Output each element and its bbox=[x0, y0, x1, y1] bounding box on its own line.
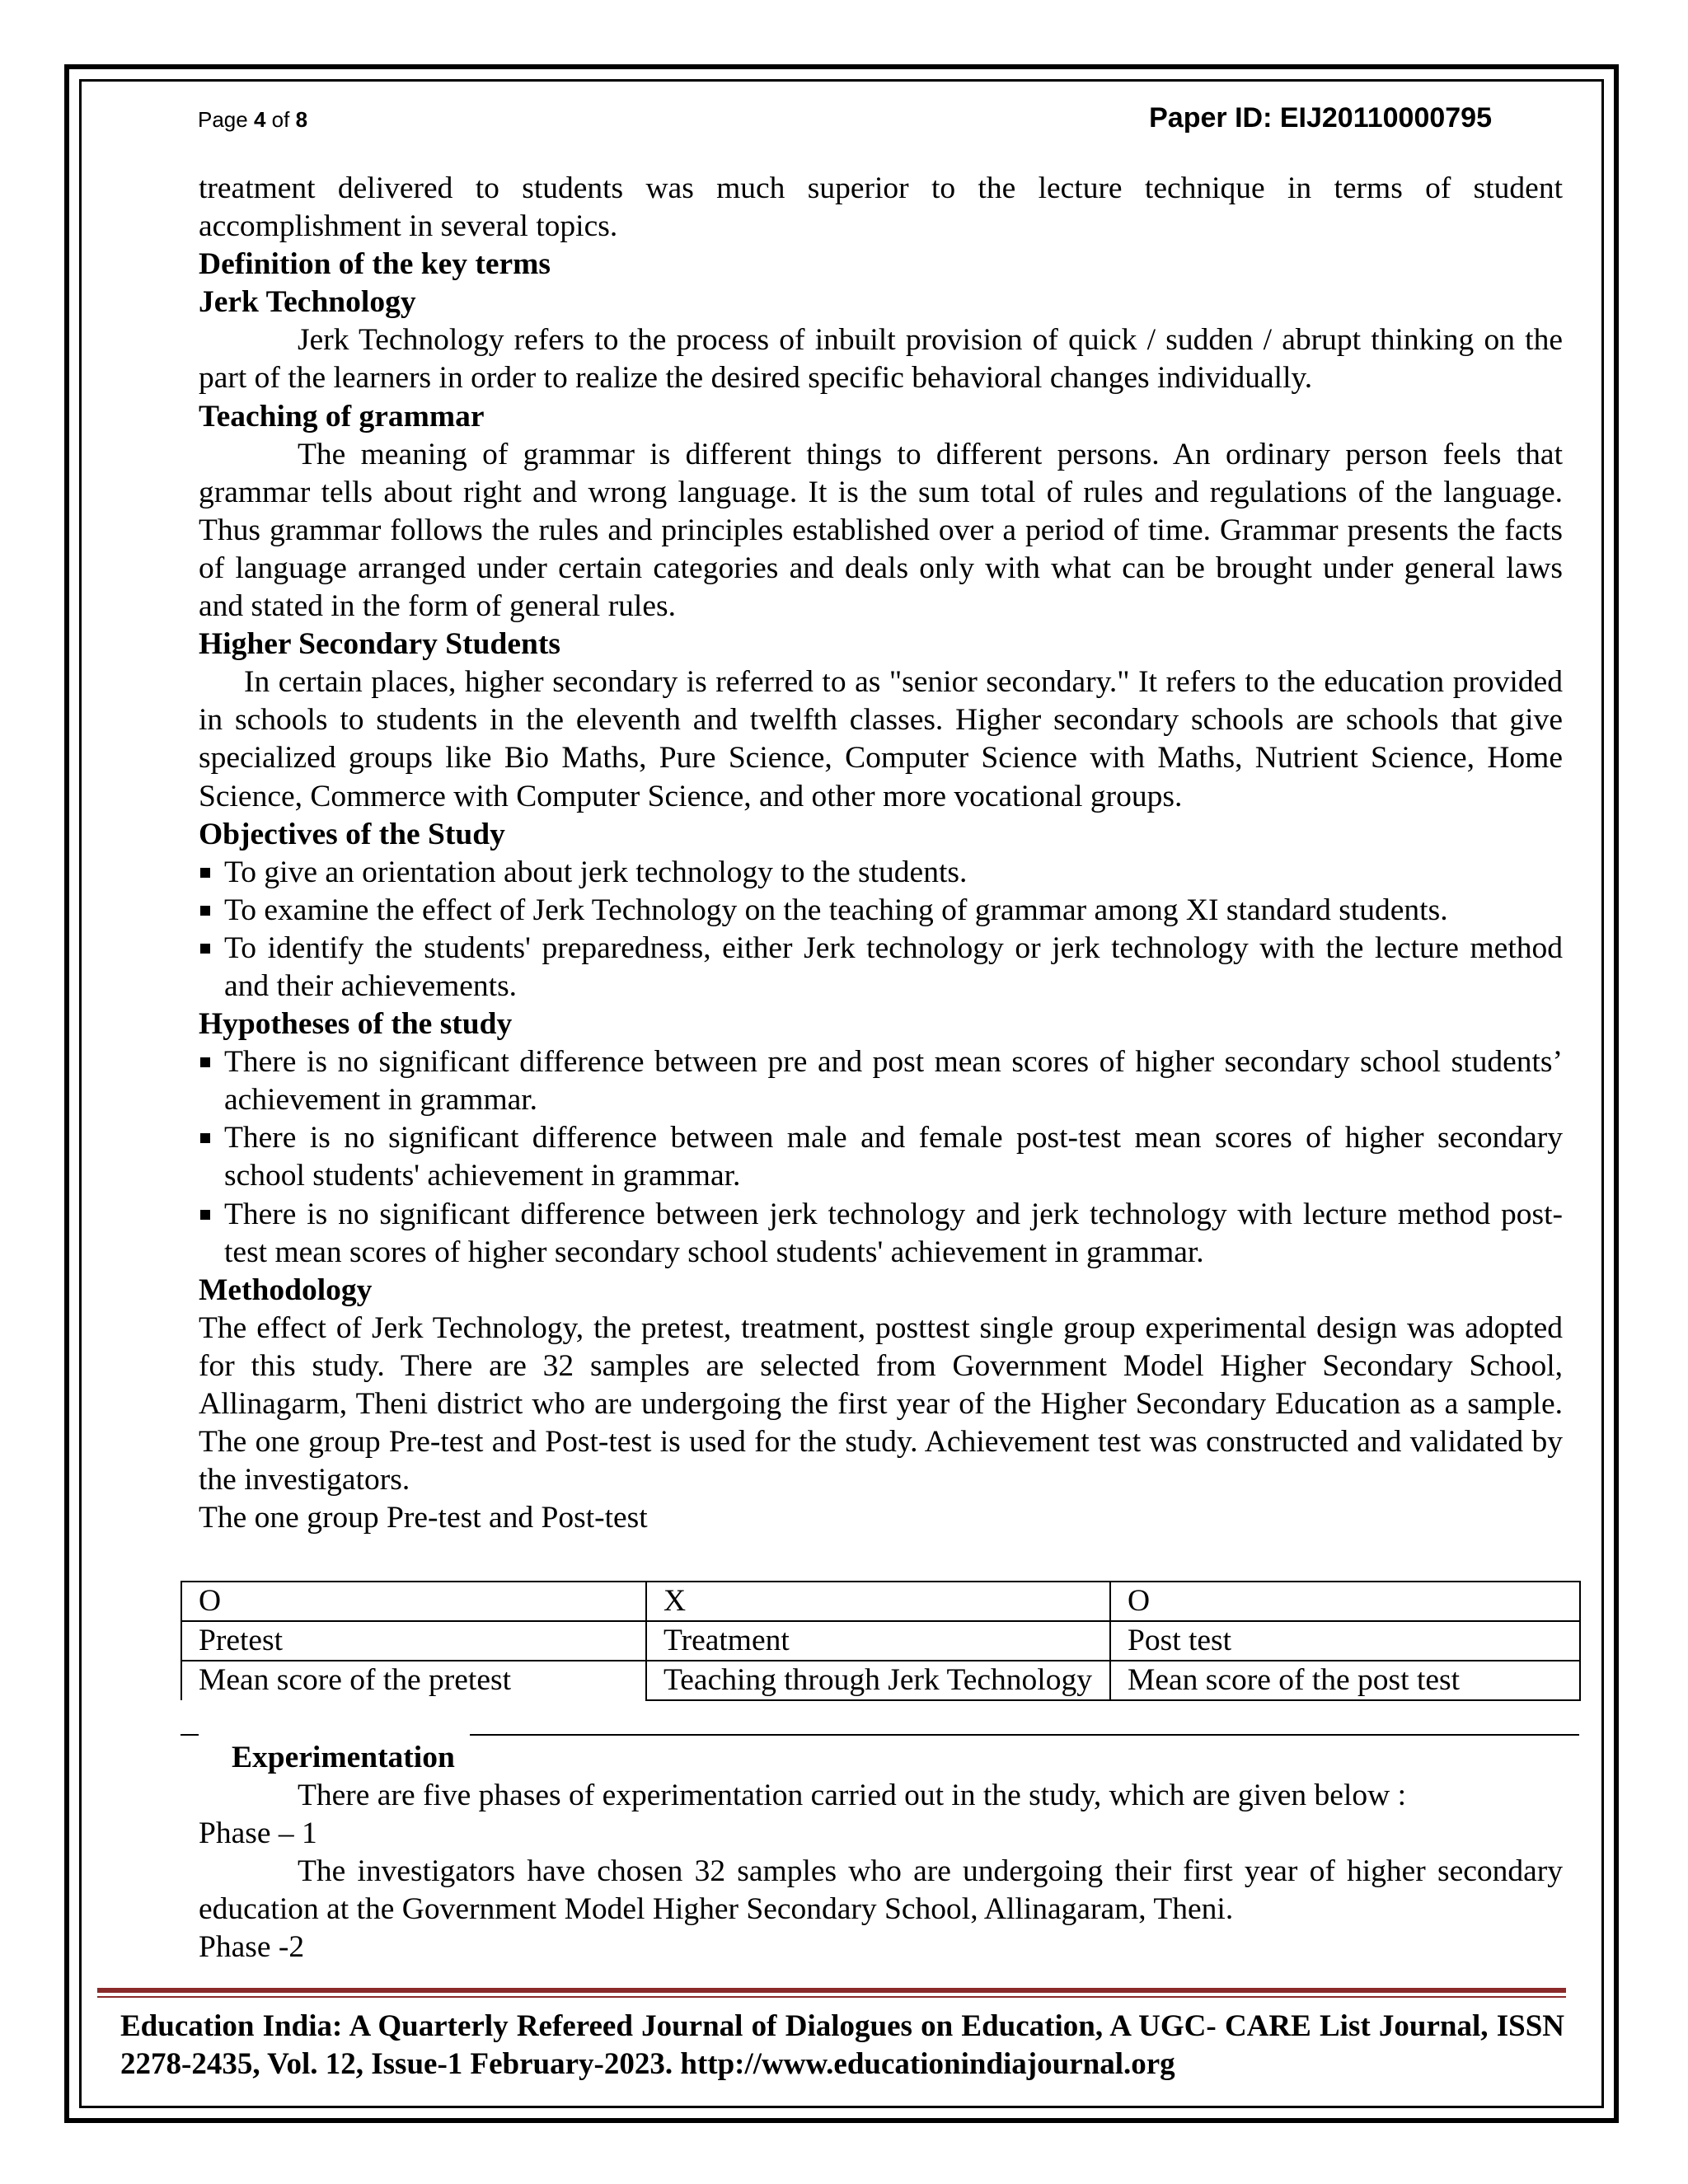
phase-1-label: Phase – 1 bbox=[199, 1816, 317, 1851]
page-label: Page bbox=[198, 107, 248, 132]
table-caption: The one group Pre-test and Post-test bbox=[199, 1501, 648, 1535]
intro-paragraph: treatment delivered to students was much superior to the lecture technique in terms of student accomplishment in several topics. bbox=[199, 171, 1563, 244]
table-cell: Post test bbox=[1110, 1621, 1580, 1661]
objectives-heading: Objectives of the Study bbox=[199, 817, 505, 851]
experimentation-heading: Experimentation bbox=[232, 1741, 455, 1774]
grammar-heading: Teaching of grammar bbox=[199, 399, 485, 434]
total-pages: 8 bbox=[295, 107, 308, 132]
grammar-paragraph: The meaning of grammar is different things to different persons. An ordinary person feels that grammar tells about right and wrong language. It is the sum total of rules and regulations of the language. Thus grammar follows the rules and principles established over a period of time. Grammar presents the facts of language arranged under certain categories and deals only with what can be brought under general laws and stated in the form of general rules. bbox=[199, 437, 1563, 624]
objectives-list bbox=[199, 854, 1563, 1005]
table-row bbox=[181, 1582, 1580, 1621]
definitions-heading: Definition of the key terms bbox=[199, 247, 551, 282]
table-cell: Mean score of the post test bbox=[1110, 1661, 1580, 1700]
jerk-technology-paragraph: Jerk Technology refers to the process of inbuilt provision of quick / sudden / abrupt thinking on the part of the learners in order to realize the desired specific behavioral changes individually. bbox=[199, 323, 1563, 396]
phase-1-paragraph: The investigators have chosen 32 samples who are undergoing their first year of higher secondary education at the Government Model Higher Secondary School, Allinagaram, Theni. bbox=[199, 1854, 1563, 1927]
page-of: of bbox=[271, 107, 290, 132]
table-cell: Mean score of the pretest bbox=[181, 1661, 646, 1700]
table-cell: O bbox=[1110, 1582, 1580, 1621]
table-row bbox=[181, 1661, 1580, 1700]
table-cell: Teaching through Jerk Technology bbox=[646, 1661, 1110, 1700]
experimentation-body bbox=[199, 1777, 1563, 1966]
table-bottom-rule bbox=[470, 1734, 1579, 1736]
journal-footer: Education India: A Quarterly Refereed Journal of Dialogues on Education, A UGC- CARE List Journal, ISSN 2278-2435, Vol. 12, Issue-1 February-2023. http://www.educationindiajournal.org bbox=[120, 2009, 1564, 2081]
current-page: 4 bbox=[253, 107, 266, 132]
paper-id: Paper ID: EIJ20110000795 bbox=[1149, 102, 1492, 134]
list-item: To examine the effect of Jerk Technology on the teaching of grammar among XI standard students. bbox=[199, 892, 1563, 930]
table-cell: Treatment bbox=[646, 1621, 1110, 1661]
hypotheses-heading: Hypotheses of the study bbox=[199, 1007, 513, 1042]
hypotheses-list bbox=[199, 1043, 1563, 1272]
footer-rule-thin bbox=[97, 1996, 1566, 1998]
table-cell: X bbox=[646, 1582, 1110, 1621]
list-item: There is no significant difference between jerk technology and jerk technology with lecture method post-test mean scores of higher secondary school students' achievement in grammar. bbox=[199, 1196, 1563, 1272]
list-item: To give an orientation about jerk technology to the students. bbox=[199, 854, 1563, 892]
hss-paragraph: In certain places, higher secondary is referred to as "senior secondary." It refers to the education provided in schools to students in the eleventh and twelfth classes. Higher secondary schools are schools that give specialized groups like Bio Maths, Pure Science, Computer Science with Maths, Nutrient Science, Home Science, Commerce with Computer Science, and other more vocational groups. bbox=[199, 665, 1563, 813]
hss-heading: Higher Secondary Students bbox=[199, 627, 560, 662]
footer-rule bbox=[97, 1988, 1566, 1993]
methodology-paragraph: The effect of Jerk Technology, the pretest, treatment, posttest single group experimental design was adopted for this study. There are 32 samples are selected from Government Model Higher Secondary School, Allinagarm, Theni district who are undergoing the first year of the Higher Secondary Education as a sample. The one group Pre-test and Post-test is used for the study. Achievement test was constructed and validated by the investigators. bbox=[199, 1310, 1563, 1497]
table-bottom-rule bbox=[181, 1734, 199, 1736]
phase-2-label: Phase -2 bbox=[199, 1930, 305, 1965]
experimentation-intro: There are five phases of experimentation carried out in the study, which are given below : bbox=[298, 1779, 1406, 1812]
article-body bbox=[199, 170, 1563, 1537]
jerk-technology-heading: Jerk Technology bbox=[199, 285, 416, 320]
methodology-heading: Methodology bbox=[199, 1272, 373, 1307]
list-item: There is no significant difference between pre and post mean scores of higher secondary school students’ achievement in grammar. bbox=[199, 1043, 1563, 1119]
page-number bbox=[198, 107, 307, 133]
design-table bbox=[181, 1581, 1581, 1701]
table-cell: Pretest bbox=[181, 1621, 646, 1661]
table-row bbox=[181, 1621, 1580, 1661]
list-item: There is no significant difference between male and female post-test mean scores of higher secondary school students' achievement in grammar. bbox=[199, 1119, 1563, 1195]
table-cell: O bbox=[181, 1582, 646, 1621]
list-item: To identify the students' preparedness, either Jerk technology or jerk technology with the lecture method and their achievements. bbox=[199, 930, 1563, 1005]
